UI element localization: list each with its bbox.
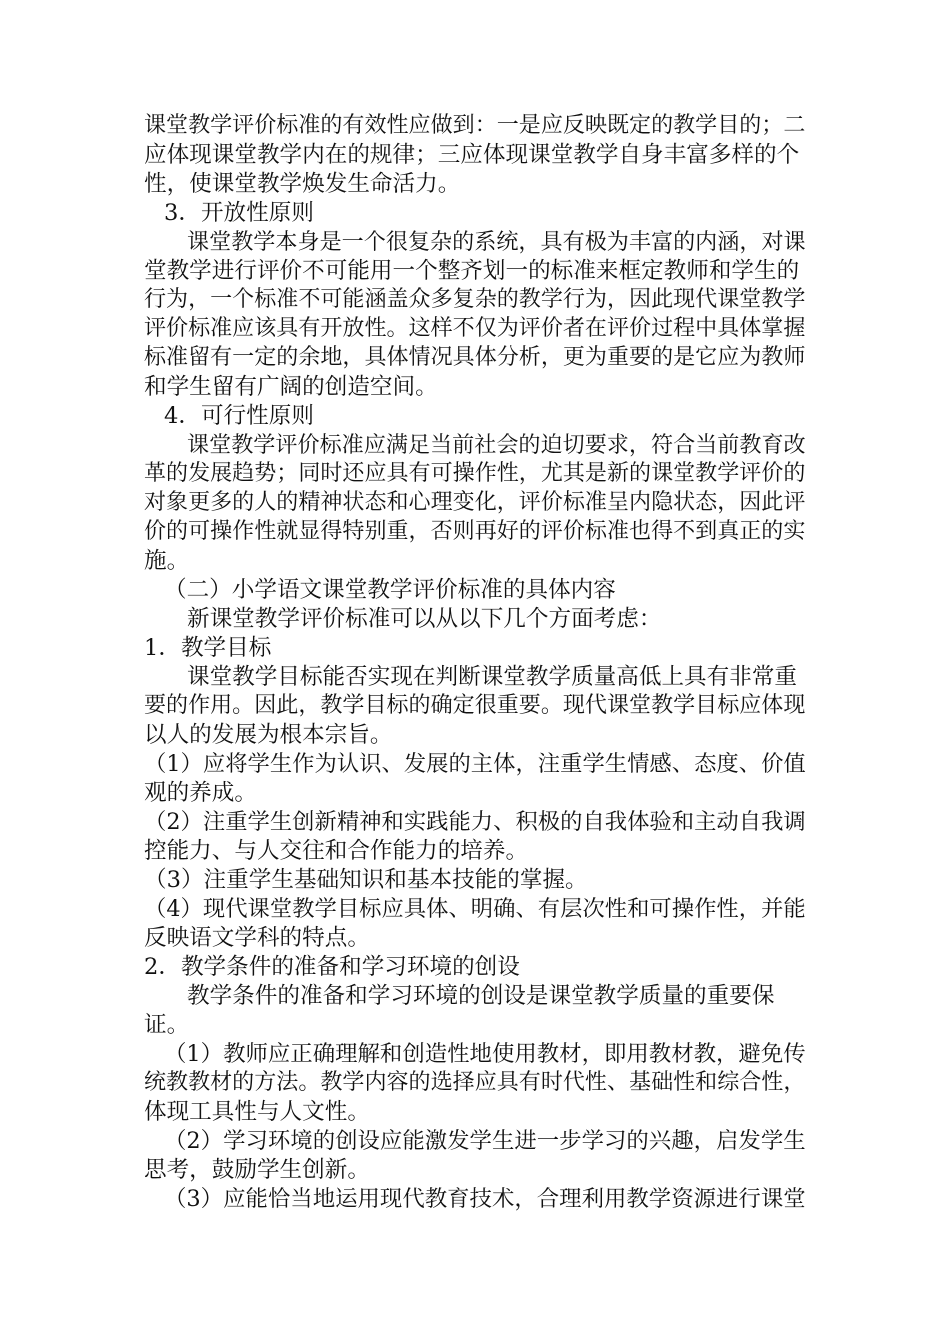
text-line: 要的作用。因此，教学目标的确定很重要。现代课堂教学目标应体现: [144, 693, 806, 718]
text-line: 课堂教学评价标准的有效性应做到：一是应反映既定的教学目的；二: [144, 113, 806, 138]
list-item: （1）教师应正确理解和创造性地使用教材，即用教材教，避免传: [164, 1041, 806, 1067]
text-line: 统教教材的方法。教学内容的选择应具有时代性、基础性和综合性，: [144, 1070, 806, 1095]
list-item: （2）学习环境的创设应能激发学生进一步学习的兴趣，启发学生: [164, 1128, 806, 1154]
text-line: 观的养成。: [144, 780, 257, 806]
text-line: 教学条件的准备和学习环境的创设是课堂教学质量的重要保: [187, 983, 775, 1009]
text-line: 评价标准应该具有开放性。这样不仅为评价者在评价过程中具体掌握: [144, 316, 806, 341]
list-item: （4）现代课堂教学目标应具体、明确、有层次性和可操作性，并能: [144, 896, 806, 922]
text-line: 价的可操作性就显得特别重，否则再好的评价标准也得不到真正的实: [144, 519, 806, 544]
text-line: 性，使课堂教学焕发生命活力。: [144, 171, 461, 197]
text-line: 课堂教学评价标准应满足当前社会的迫切要求，符合当前教育改: [187, 432, 806, 458]
text-line: 革的发展趋势；同时还应具有可操作性，尤其是新的课堂教学评价的: [144, 461, 806, 486]
text-line: 思考，鼓励学生创新。: [144, 1157, 370, 1183]
text-line: 新课堂教学评价标准可以从以下几个方面考虑：: [187, 606, 662, 632]
text-line: 控能力、与人交往和合作能力的培养。: [144, 838, 529, 864]
subsection-heading: 2．教学条件的准备和学习环境的创设: [144, 954, 520, 980]
text-line: 证。: [144, 1012, 190, 1038]
text-line: 行为，一个标准不可能涵盖众多复杂的教学行为，因此现代课堂教学: [144, 287, 806, 312]
text-line: 标准留有一定的余地，具体情况具体分析，更为重要的是它应为教师: [144, 345, 806, 370]
text-line: 施。: [144, 548, 190, 574]
text-line: 和学生留有广阔的创造空间。: [144, 374, 438, 400]
section-heading: 4．可行性原则: [164, 403, 314, 429]
list-item: （3）注重学生基础知识和基本技能的掌握。: [144, 867, 588, 893]
section-heading: 3．开放性原则: [164, 200, 314, 226]
text-line: 课堂教学本身是一个很复杂的系统，具有极为丰富的内涵，对课: [187, 229, 806, 255]
subsection-heading: 1．教学目标: [144, 635, 272, 661]
text-line: 应体现课堂教学内在的规律；三应体现课堂教学自身丰富多样的个: [144, 142, 800, 168]
section-heading: （二）小学语文课堂教学评价标准的具体内容: [164, 577, 616, 603]
text-line: 堂教学进行评价不可能用一个整齐划一的标准来框定教师和学生的: [144, 258, 800, 284]
text-line: 反映语文学科的特点。: [144, 925, 370, 951]
text-line: 对象更多的人的精神状态和心理变化，评价标准呈内隐状态，因此评: [144, 490, 806, 515]
text-line: 以人的发展为根本宗旨。: [144, 722, 393, 748]
list-item: （3）应能恰当地运用现代教育技术，合理利用教学资源进行课堂: [164, 1186, 806, 1212]
list-item: （1）应将学生作为认识、发展的主体，注重学生情感、态度、价值: [144, 751, 806, 777]
text-line: 课堂教学目标能否实现在判断课堂教学质量高低上具有非常重: [187, 664, 798, 690]
text-line: 体现工具性与人文性。: [144, 1099, 370, 1125]
list-item: （2）注重学生创新精神和实践能力、积极的自我体验和主动自我调: [144, 809, 806, 835]
